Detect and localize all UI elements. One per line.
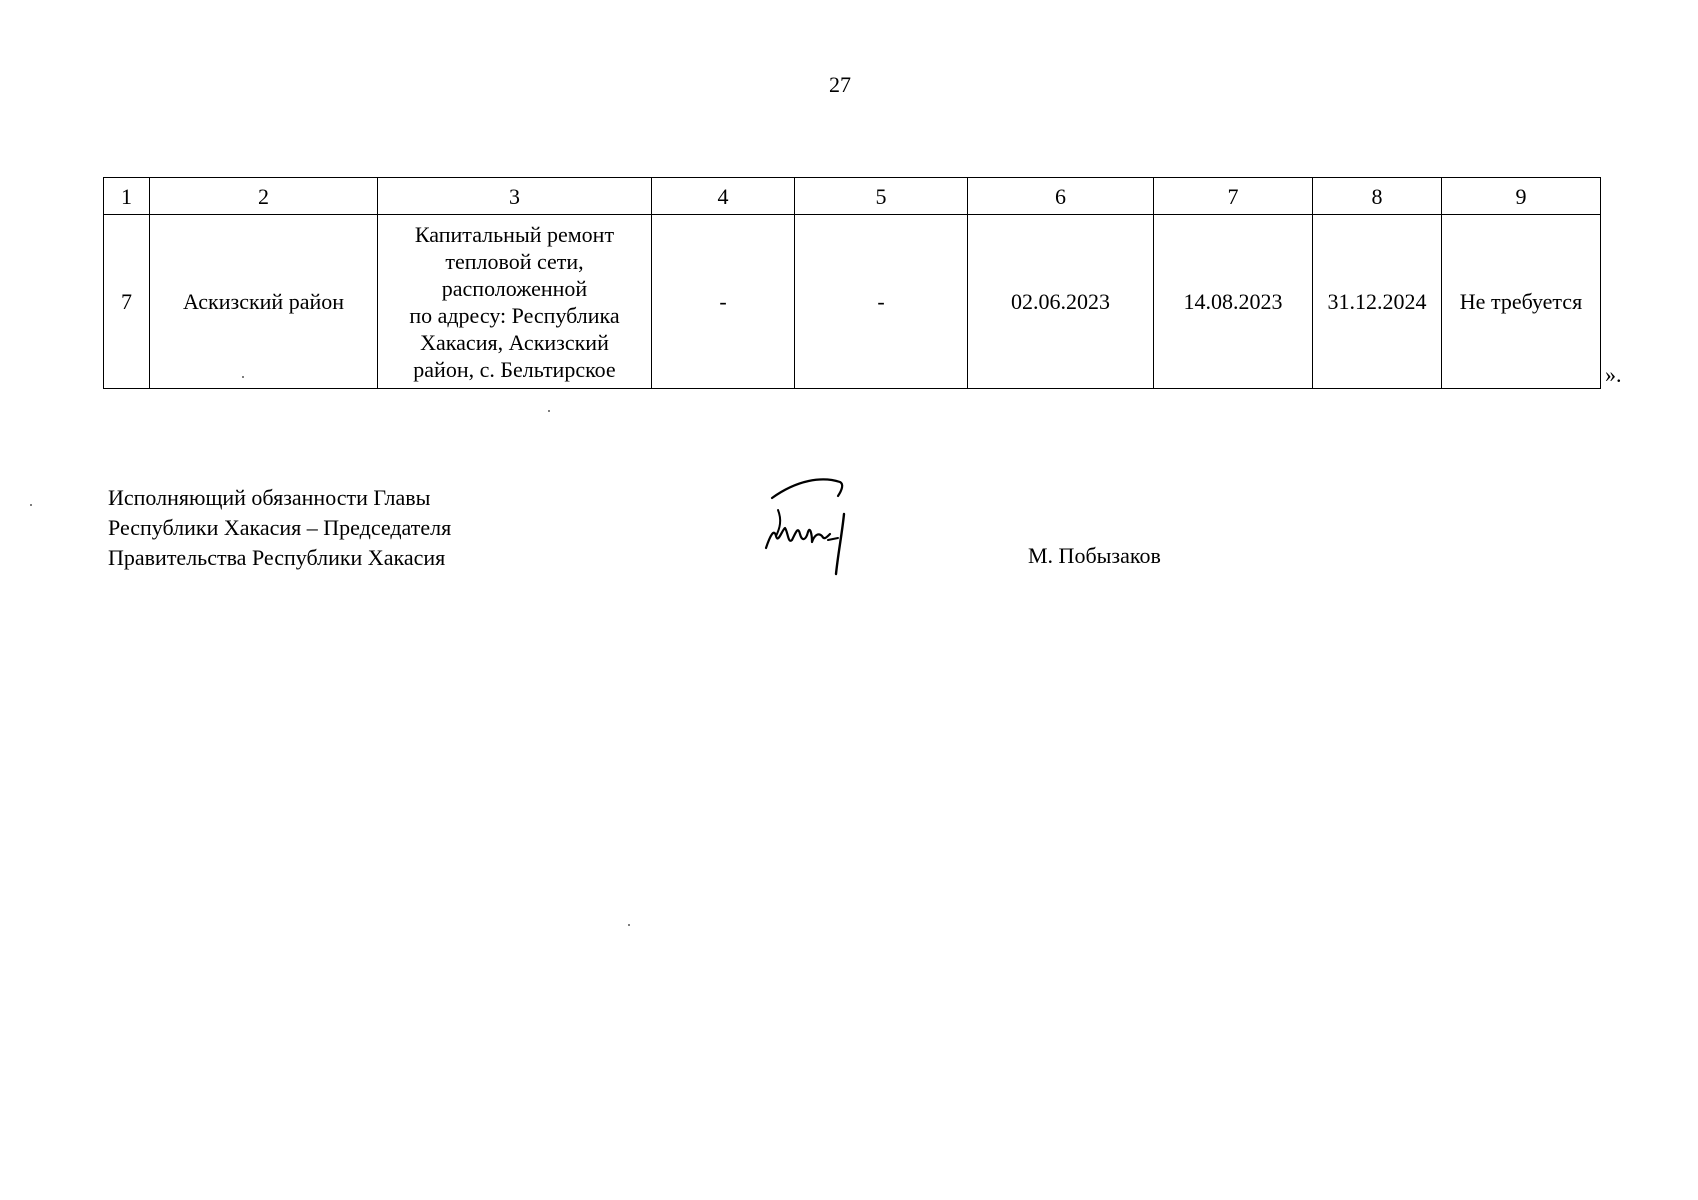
table-row: [104, 215, 1601, 389]
col4-cell: -: [652, 215, 795, 389]
column-number: 9: [1442, 178, 1601, 215]
column-number: 8: [1313, 178, 1442, 215]
description-line: по адресу: Республика: [409, 302, 620, 328]
column-number: 2: [150, 178, 378, 215]
description-line: район, с. Бельтирское: [413, 356, 616, 382]
data-table: [103, 177, 1601, 389]
col5-cell: -: [795, 215, 968, 389]
table-header-row: [104, 178, 1601, 215]
handwritten-signature: [752, 470, 862, 590]
scan-speck: [628, 924, 630, 926]
signer-title: [108, 483, 451, 573]
description-line: Капитальный ремонт: [414, 221, 615, 247]
description-line: расположенной: [441, 275, 588, 301]
description-line: тепловой сети,: [445, 248, 584, 274]
signer-title-line: Республики Хакасия – Председателя: [108, 515, 452, 540]
column-number: 6: [968, 178, 1154, 215]
column-number: 1: [104, 178, 150, 215]
district-cell: Аскизский район: [150, 215, 378, 389]
closing-quote-mark: ».: [1605, 362, 1622, 387]
column-number: 3: [378, 178, 652, 215]
date-cell: 14.08.2023: [1154, 215, 1313, 389]
description-cell: [378, 215, 652, 389]
scan-speck: [242, 376, 244, 378]
scan-speck: [548, 410, 550, 412]
description-line: Хакасия, Аскизский: [420, 329, 609, 355]
signer-name: М. Побызаков: [1028, 543, 1161, 568]
column-number: 7: [1154, 178, 1313, 215]
signer-title-line: Исполняющий обязанности Главы: [108, 485, 431, 510]
row-number: 7: [104, 215, 150, 389]
date-cell: 02.06.2023: [968, 215, 1154, 389]
page-number: 27: [829, 72, 851, 97]
scan-speck: [30, 504, 32, 506]
column-number: 5: [795, 178, 968, 215]
column-number: 4: [652, 178, 795, 215]
date-cell: 31.12.2024: [1313, 215, 1442, 389]
signer-title-line: Правительства Республики Хакасия: [108, 545, 446, 570]
status-cell: Не требуется: [1442, 215, 1601, 389]
